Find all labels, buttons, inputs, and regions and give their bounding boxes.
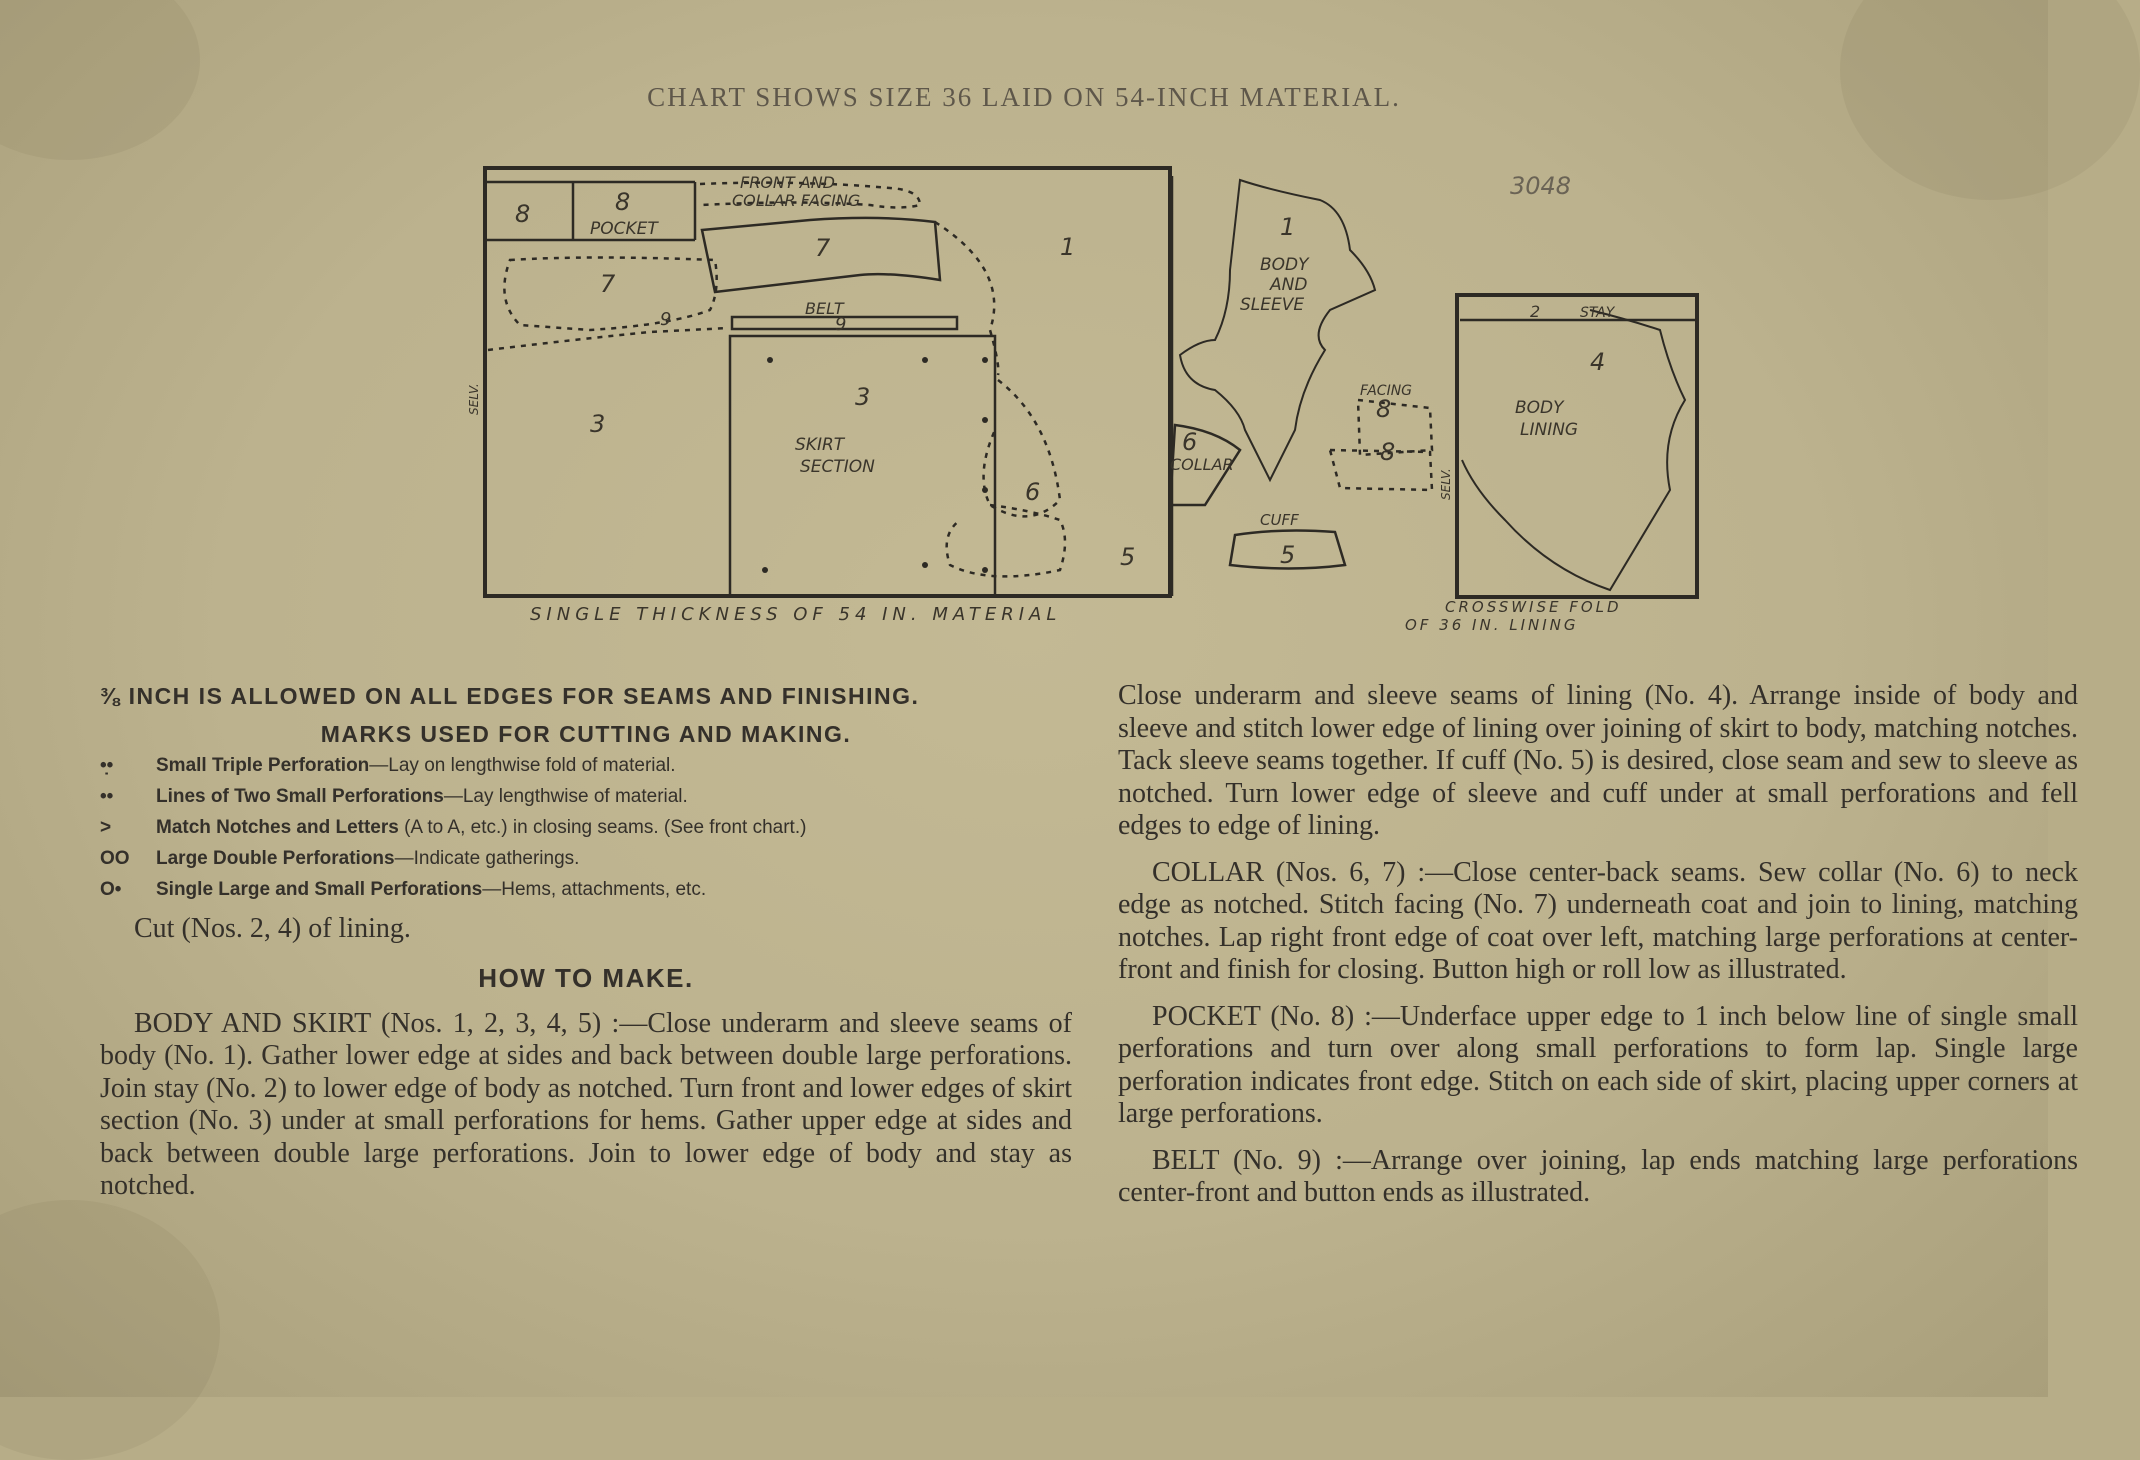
mark-item: O• Single Large and Small Perforations—Hems, attachments, etc.: [100, 874, 1072, 905]
piece-2-label: 2: [1530, 302, 1541, 321]
seam-allowance-note: ⅜ INCH IS ALLOWED ON ALL EDGES FOR SEAMS AND FINISHING.: [100, 683, 920, 709]
marks-heading: MARKS USED FOR CUTTING AND MAKING.: [320, 721, 852, 747]
belt-label: BELT: [805, 299, 844, 318]
body-and-skirt-instructions: BODY AND SKIRT (Nos. 1, 2, 3, 4, 5) :—Close underarm and sleeve seams of body (No. 1). Gather lower edge at sides and back between double large perforations. Join stay (No. 2) to lower edge of body as notched. Turn front and lower edges of skirt section (No. 3) under at small perforations for hems. Gather upper edge at sides and back between double large perforations. Join to lower edge of body and stay as notched.: [100, 1007, 1072, 1201]
piece-9b-label: 9: [835, 314, 847, 335]
body-and-sleeve-label-2: AND: [1270, 275, 1308, 295]
lining-caption-1: CROSSWISE FOLD: [1445, 598, 1622, 616]
selv-label-lining: SELV.: [1439, 468, 1453, 500]
skirt-section-label-2: SECTION: [800, 457, 875, 477]
belt-instructions: BELT (No. 9) :—Arrange over joining, lap ends matching large perforations center-front and button ends as illustrated.: [1118, 1144, 2078, 1208]
mark-item: •• Lines of Two Small Perforations—Lay lengthwise of material.: [100, 781, 1072, 812]
piece-5b-label: 5: [1280, 541, 1296, 569]
notch-icon: >: [100, 817, 112, 838]
piece-3-left-label: 3: [590, 410, 606, 438]
piece-3-right-label: 3: [855, 383, 871, 411]
piece-1-left-label: 1: [1060, 233, 1076, 261]
piece-6a-label: 6: [1025, 478, 1041, 506]
piece-5a-label: 5: [1120, 543, 1136, 571]
lining-instructions: Close underarm and sleeve seams of lining (No. 4). Arrange inside of body and sleeve and stitch lower edge of lining over joining of skirt to body, matching notches. Tack sleeve seams together. If cuff (No. 5) is desired, close seam and sew to sleeve as notched. Turn lower edge of sleeve and cuff under at small perforations and fell edges to edge of lining.: [1118, 680, 2078, 841]
skirt-section-label-1: SKIRT: [795, 435, 845, 455]
body-and-sleeve-label-1: BODY: [1260, 255, 1309, 275]
right-column: [1118, 680, 2078, 1210]
selv-label-left: SELV.: [467, 383, 481, 415]
piece-7a-label: 7: [815, 234, 831, 262]
piece-8b-label: 8: [615, 188, 631, 216]
body-and-sleeve-label-3: SLEEVE: [1240, 295, 1305, 315]
pocket-instructions: POCKET (No. 8) :—Underface upper edge to 1 inch below line of single small perforations and turn over along small perforations to form lap. Single large perforation indicates front edge. Stitch on each side of skirt, placing upper corners at large perforations.: [1118, 1000, 2078, 1129]
cutting-layout-diagram: [467, 160, 1730, 634]
mark-item: OO Large Double Perforations—Indicate gatherings.: [100, 843, 1072, 874]
collar-label: COLLAR: [1170, 455, 1234, 474]
piece-8a-label: 8: [515, 200, 531, 228]
front-facing-label-1: FRONT AND: [740, 173, 835, 192]
large-small-perforation-icon: O•: [100, 879, 122, 900]
facing-label: FACING: [1360, 383, 1413, 399]
triple-perforation-icon: •̣•: [100, 755, 114, 776]
collar-instructions: COLLAR (Nos. 6, 7) :—Close center-back seams. Sew collar (No. 6) to neck edge as notched. Stitch facing (No. 7) underneath coat and join to lining, matching notches. Lap right front edge of coat over left, matching large perforations at center-front and finish for closing. Button high or roll low as illustrated.: [1118, 856, 2078, 985]
pocket-label: POCKET: [590, 219, 658, 239]
front-facing-label-2: COLLAR FACING: [732, 191, 861, 210]
body-lining-label-2: LINING: [1520, 420, 1579, 440]
piece-8c-label: 8: [1376, 395, 1392, 423]
main-material-caption: SINGLE THICKNESS OF 54 IN. MATERIAL: [530, 604, 1062, 625]
piece-6b-label: 6: [1182, 428, 1198, 456]
piece-1-right-label: 1: [1280, 213, 1296, 241]
piece-9a-label: 9: [660, 309, 672, 330]
how-to-make-heading: HOW TO MAKE.: [478, 962, 694, 993]
cut-lining-note: Cut (Nos. 2, 4) of lining.: [134, 913, 411, 944]
left-column: [100, 680, 1072, 1203]
chart-title: CHART SHOWS SIZE 36 LAID ON 54-INCH MATERIAL.: [647, 82, 1401, 112]
lining-caption-2: OF 36 IN. LINING: [1405, 616, 1579, 634]
stay-label: STAY: [1580, 305, 1615, 321]
pattern-number: 3048: [1510, 172, 1572, 200]
piece-8d-label: 8: [1380, 438, 1396, 466]
paper-stain: [0, 1200, 220, 1460]
mark-item: > Match Notches and Letters (A to A, etc.) in closing seams. (See front chart.): [100, 812, 1072, 843]
two-perforations-icon: ••: [100, 786, 114, 807]
mark-item: •̣• Small Triple Perforation—Lay on lengthwise fold of material.: [100, 750, 1072, 781]
paper-stain: [0, 0, 200, 160]
piece-7b-label: 7: [600, 270, 616, 298]
double-large-perforation-icon: OO: [100, 848, 130, 869]
body-lining-label-1: BODY: [1515, 398, 1564, 418]
marks-list: [100, 750, 1072, 905]
piece-4-label: 4: [1590, 348, 1606, 376]
lining-material-outline: [1457, 295, 1697, 597]
cuff-label: CUFF: [1260, 511, 1299, 529]
